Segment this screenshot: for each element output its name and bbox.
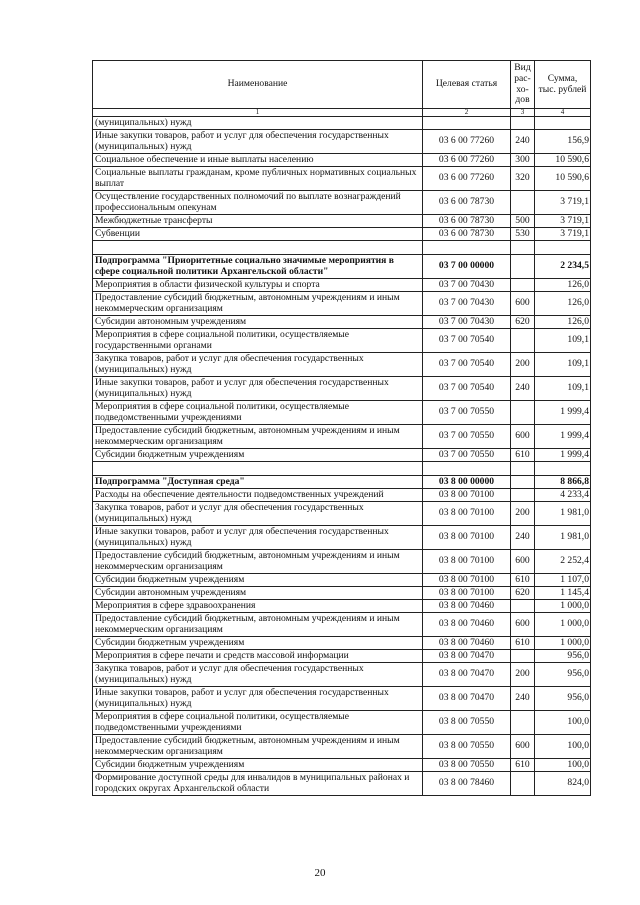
expense-type-cell [511,117,535,130]
target-article-cell: 03 7 00 70540 [423,353,511,377]
spacer-cell [93,241,423,255]
table-row [93,687,591,711]
table-row [93,550,591,574]
table-row [93,228,591,241]
name-cell: Мероприятия в сфере печати и средств массовой информации [93,650,423,663]
sum-cell: 10 590,6 [535,167,591,191]
name-cell: Иные закупки товаров, работ и услуг для обеспечения государственных (муниципальных) нужд [93,377,423,401]
expense-type-cell [511,329,535,353]
expense-type-cell: 300 [511,154,535,167]
sum-cell: 3 719,1 [535,228,591,241]
target-article-cell: 03 6 00 78730 [423,215,511,228]
target-article-cell: 03 8 00 70460 [423,613,511,637]
sum-cell: 1 999,4 [535,425,591,449]
sum-cell: 126,0 [535,292,591,316]
expense-type-cell: 600 [511,292,535,316]
name-cell: Субсидии бюджетным учреждениям [93,759,423,772]
spacer-cell [423,241,511,255]
name-cell: Субсидии бюджетным учреждениям [93,449,423,462]
header-row [93,61,591,109]
target-article-cell: 03 7 00 70430 [423,279,511,292]
sum-cell: 956,0 [535,663,591,687]
target-article-cell: 03 7 00 70430 [423,316,511,329]
spacer-cell [511,462,535,476]
expense-type-cell: 610 [511,449,535,462]
name-cell: Субсидии автономным учреждениям [93,587,423,600]
name-cell: Предоставление субсидий бюджетным, автономным учреждениям и иным некоммерческим организациям [93,735,423,759]
table-row [93,377,591,401]
target-article-cell: 03 8 00 70100 [423,526,511,550]
target-article-cell: 03 8 00 70550 [423,711,511,735]
name-cell: Закупка товаров, работ и услуг для обеспечения государственных (муниципальных) нужд [93,353,423,377]
expense-type-cell [511,711,535,735]
name-cell: Формирование доступной среды для инвалидов в муниципальных районах и городских округах Архангельской области [93,772,423,796]
table-row [93,711,591,735]
name-cell: Подпрограмма "Приоритетные социально значимые мероприятия в сфере социальной политики Архангельской области" [93,255,423,279]
table-row [93,279,591,292]
name-cell: Социальное обеспечение и иные выплаты населению [93,154,423,167]
expense-type-cell [511,650,535,663]
table-row [93,425,591,449]
name-cell: Социальные выплаты гражданам, кроме публичных нормативных социальных выплат [93,167,423,191]
name-cell: Мероприятия в сфере социальной политики, осуществляемые государственными органами [93,329,423,353]
header-vid [511,61,535,109]
column-number: 4 [535,109,591,117]
header-sum-line: Сумма, [547,72,578,84]
sum-cell: 3 719,1 [535,191,591,215]
sum-cell: 126,0 [535,279,591,292]
spacer-cell [511,241,535,255]
sum-cell: 3 719,1 [535,215,591,228]
expense-type-cell: 500 [511,215,535,228]
table-row [93,130,591,154]
name-cell: Осуществление государственных полномочий по выплате вознаграждений профессиональным опекунам [93,191,423,215]
table-row [93,663,591,687]
target-article-cell: 03 8 00 00000 [423,476,511,489]
expense-type-cell [511,772,535,796]
table-row [93,316,591,329]
target-article-cell: 03 8 00 78460 [423,772,511,796]
header-vid-line: хо- [516,83,529,95]
table-row [93,613,591,637]
target-article-cell: 03 7 00 70550 [423,425,511,449]
sum-cell: 1 000,0 [535,600,591,613]
target-article-cell: 03 7 00 70540 [423,377,511,401]
target-article-cell: 03 8 00 70470 [423,687,511,711]
spacer-row [93,241,591,255]
table-row [93,292,591,316]
expense-type-cell [511,255,535,279]
sum-cell: 1 000,0 [535,637,591,650]
sum-cell: 1 145,4 [535,587,591,600]
target-article-cell: 03 6 00 77260 [423,167,511,191]
sum-cell: 1 999,4 [535,449,591,462]
name-cell: Мероприятия в сфере социальной политики, осуществляемые подведомственными учреждениями [93,401,423,425]
sum-cell: 1 981,0 [535,502,591,526]
expense-type-cell: 530 [511,228,535,241]
name-cell: Иные закупки товаров, работ и услуг для обеспечения государственных (муниципальных) нужд [93,526,423,550]
header-vid-line: дов [515,94,530,106]
name-cell: Расходы на обеспечение деятельности подведомственных учреждений [93,489,423,502]
sum-cell: 156,9 [535,130,591,154]
table-row [93,587,591,600]
sum-cell: 2 234,5 [535,255,591,279]
name-cell: Иные закупки товаров, работ и услуг для обеспечения государственных (муниципальных) нужд [93,687,423,711]
table-row [93,735,591,759]
name-cell: Мероприятия в сфере социальной политики, осуществляемые подведомственными учреждениями [93,711,423,735]
spacer-cell [535,241,591,255]
table-row [93,489,591,502]
expense-type-cell: 610 [511,574,535,587]
table-row [93,353,591,377]
target-article-cell: 03 6 00 78730 [423,228,511,241]
expense-type-cell: 200 [511,353,535,377]
spacer-cell [423,462,511,476]
column-number: 3 [511,109,535,117]
table-row [93,401,591,425]
target-article-cell: 03 8 00 70470 [423,650,511,663]
sum-cell: 1 000,0 [535,613,591,637]
name-cell: Закупка товаров, работ и услуг для обеспечения государственных (муниципальных) нужд [93,663,423,687]
table-body [93,117,591,796]
sum-cell: 2 252,4 [535,550,591,574]
target-article-cell: 03 7 00 70550 [423,401,511,425]
expense-type-cell: 600 [511,735,535,759]
page-number: 20 [314,867,326,879]
spacer-cell [535,462,591,476]
expense-type-cell [511,476,535,489]
sum-cell: 4 233,4 [535,489,591,502]
table-row [93,759,591,772]
table-row [93,600,591,613]
header-sum [535,61,591,109]
target-article-cell: 03 8 00 70100 [423,489,511,502]
target-article-cell: 03 8 00 70100 [423,587,511,600]
target-article-cell: 03 7 00 70550 [423,449,511,462]
name-cell: Мероприятия в области физической культуры и спорта [93,279,423,292]
table-row [93,154,591,167]
target-article-cell: 03 8 00 70460 [423,600,511,613]
table-row [93,117,591,130]
expense-type-cell: 610 [511,637,535,650]
name-cell: Мероприятия в сфере здравоохранения [93,600,423,613]
target-article-cell: 03 6 00 77260 [423,154,511,167]
table-row [93,449,591,462]
expense-type-cell [511,279,535,292]
expense-type-cell: 620 [511,316,535,329]
table-row [93,215,591,228]
expense-type-cell: 240 [511,526,535,550]
target-article-cell: 03 8 00 70100 [423,574,511,587]
expense-type-cell: 240 [511,130,535,154]
spacer-cell [93,462,423,476]
name-cell: Предоставление субсидий бюджетным, автономным учреждениям и иным некоммерческим организациям [93,292,423,316]
sum-cell: 824,0 [535,772,591,796]
table-row [93,526,591,550]
target-article-cell: 03 8 00 70470 [423,663,511,687]
expense-type-cell: 240 [511,377,535,401]
expense-type-cell: 600 [511,613,535,637]
column-number: 2 [423,109,511,117]
sum-cell: 100,0 [535,735,591,759]
sum-cell: 1 981,0 [535,526,591,550]
table-row [93,574,591,587]
target-article-cell: 03 6 00 78730 [423,191,511,215]
spacer-row [93,462,591,476]
subprogram-row [93,476,591,489]
sum-cell: 109,1 [535,377,591,401]
target-article-cell: 03 8 00 70100 [423,550,511,574]
table-row [93,167,591,191]
name-cell: Предоставление субсидий бюджетным, автономным учреждениям и иным некоммерческим организациям [93,550,423,574]
sum-cell: 109,1 [535,353,591,377]
target-article-cell: 03 8 00 70550 [423,759,511,772]
table-row [93,502,591,526]
sum-cell: 126,0 [535,316,591,329]
name-cell: Предоставление субсидий бюджетным, автономным учреждениям и иным некоммерческим организациям [93,613,423,637]
target-article-cell: 03 7 00 70430 [423,292,511,316]
table-row [93,772,591,796]
target-article-cell: 03 8 00 70550 [423,735,511,759]
expense-type-cell: 200 [511,663,535,687]
name-cell: Предоставление субсидий бюджетным, автономным учреждениям и иным некоммерческим организациям [93,425,423,449]
column-number: 1 [93,109,423,117]
name-cell: Субсидии бюджетным учреждениям [93,637,423,650]
target-article-cell: 03 8 00 70460 [423,637,511,650]
sum-cell: 100,0 [535,759,591,772]
name-cell: Субсидии бюджетным учреждениям [93,574,423,587]
sum-cell: 1 107,0 [535,574,591,587]
budget-table [92,60,591,796]
table-row [93,637,591,650]
expense-type-cell: 200 [511,502,535,526]
name-cell: Иные закупки товаров, работ и услуг для обеспечения государственных (муниципальных) нужд [93,130,423,154]
table-row [93,329,591,353]
sum-cell: 100,0 [535,711,591,735]
expense-type-cell [511,401,535,425]
sum-cell: 1 999,4 [535,401,591,425]
name-cell: Межбюджетные трансферты [93,215,423,228]
expense-type-cell: 600 [511,425,535,449]
table-row [93,650,591,663]
sum-cell: 956,0 [535,687,591,711]
expense-type-cell [511,489,535,502]
header-code: Целевая статья [423,61,511,109]
sum-cell: 109,1 [535,329,591,353]
sum-cell [535,117,591,130]
sum-cell: 10 590,6 [535,154,591,167]
target-article-cell [423,117,511,130]
header-sum-line: тыс. рублей [538,83,587,95]
target-article-cell: 03 6 00 77260 [423,130,511,154]
name-cell: Подпрограмма "Доступная среда" [93,476,423,489]
header-name: Наименование [93,61,423,109]
name-cell: Субсидии автономным учреждениям [93,316,423,329]
budget-table-sheet [92,60,590,796]
name-cell: Закупка товаров, работ и услуг для обеспечения государственных (муниципальных) нужд [93,502,423,526]
sum-cell: 956,0 [535,650,591,663]
expense-type-cell: 240 [511,687,535,711]
expense-type-cell [511,600,535,613]
header-vid-line: Вид [514,62,531,74]
expense-type-cell: 600 [511,550,535,574]
expense-type-cell: 620 [511,587,535,600]
expense-type-cell: 610 [511,759,535,772]
table-row [93,191,591,215]
target-article-cell: 03 8 00 70100 [423,502,511,526]
expense-type-cell [511,191,535,215]
name-cell: (муниципальных) нужд [93,117,423,130]
subprogram-row [93,255,591,279]
name-cell: Субвенции [93,228,423,241]
sum-cell: 8 866,8 [535,476,591,489]
column-number-row [93,109,591,117]
target-article-cell: 03 7 00 70540 [423,329,511,353]
expense-type-cell: 320 [511,167,535,191]
target-article-cell: 03 7 00 00000 [423,255,511,279]
header-vid-line: рас- [514,72,531,84]
